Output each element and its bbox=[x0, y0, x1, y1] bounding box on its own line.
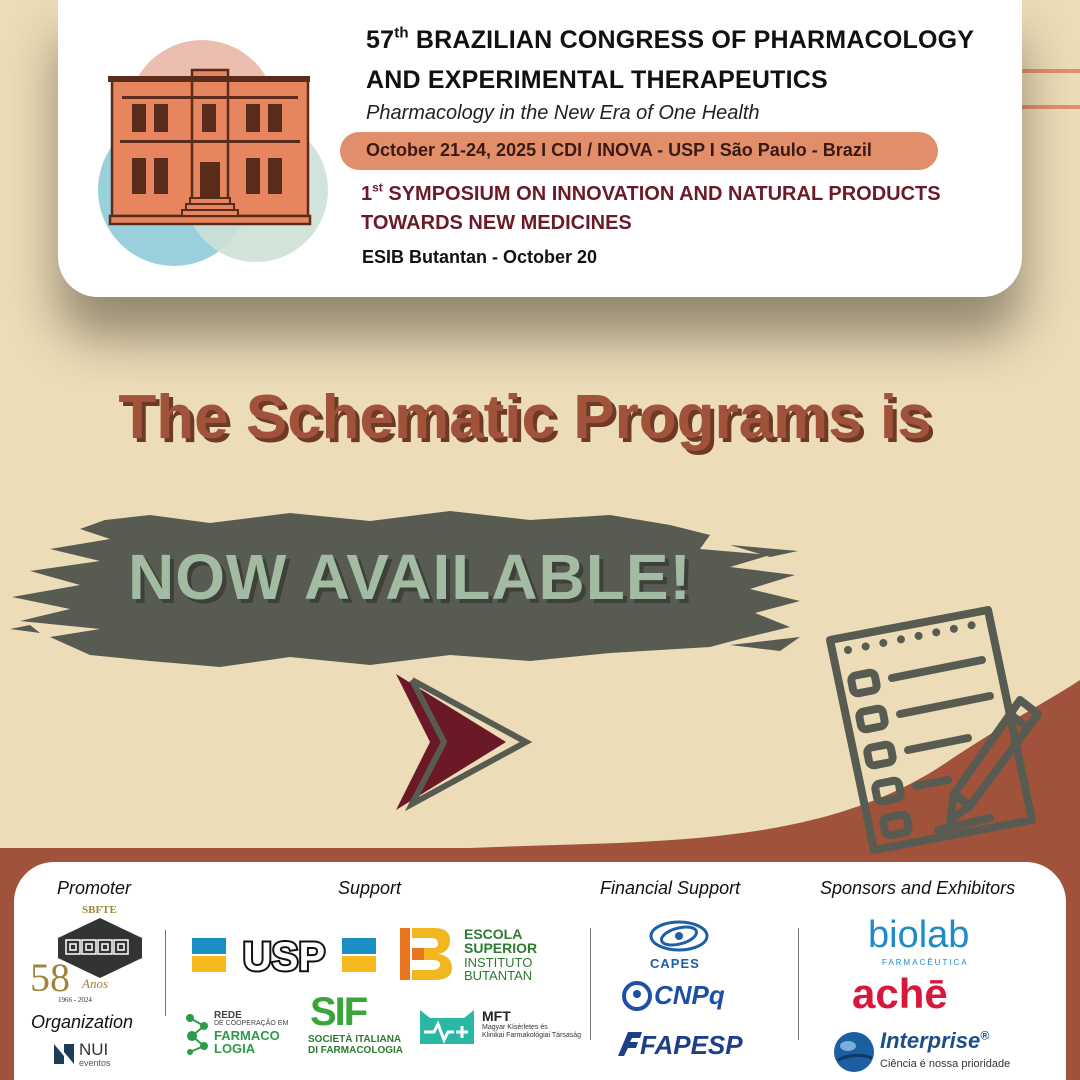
escola-butantan-logo bbox=[398, 924, 558, 984]
sif-logo bbox=[306, 990, 406, 1060]
escola-line3: INSTITUTO bbox=[464, 955, 533, 970]
symposium-title-line2: TOWARDS NEW MEDICINES bbox=[361, 212, 632, 234]
capes-logo bbox=[640, 918, 720, 972]
now-available-text: NOW AVAILABLE! bbox=[128, 541, 692, 613]
fapesp-logo bbox=[614, 1028, 744, 1062]
mft-cat-icon bbox=[416, 1004, 478, 1048]
symposium-title-line1: 1st SYMPOSIUM ON INNOVATION AND NATURAL PRODUCTS bbox=[361, 180, 941, 205]
congress-subtitle: Pharmacology in the New Era of One Health bbox=[366, 102, 760, 124]
mft-line2: Klinikai Farmakológiai Társaság bbox=[482, 1032, 582, 1039]
organization-label: Organization bbox=[31, 1012, 134, 1032]
biolab-sub: FARMACÊUTICA bbox=[882, 958, 969, 967]
rede-line2: DE COOPERAÇÃO EM bbox=[214, 1020, 289, 1027]
sponsors-label: Sponsors and Exhibitors bbox=[820, 878, 1016, 898]
nui-logo bbox=[52, 1040, 132, 1070]
sbfte-years-number: 58 bbox=[30, 955, 70, 1000]
fapesp-text: FAPESP bbox=[640, 1030, 743, 1060]
building-logo-icon bbox=[96, 40, 336, 272]
rede-line1: REDE bbox=[214, 1010, 242, 1021]
pencil-icon bbox=[930, 690, 1050, 840]
interprise-wordmark bbox=[880, 1028, 989, 1054]
mft-logo bbox=[416, 1004, 586, 1050]
sbfte-text: SBFTE bbox=[82, 904, 117, 916]
symposium-venue: ESIB Butantan - October 20 bbox=[362, 247, 598, 267]
promoter-label: Promoter bbox=[57, 878, 132, 898]
escola-line1: ESCOLA bbox=[464, 926, 523, 942]
interprise-logo bbox=[832, 1028, 1032, 1074]
biolab-logo bbox=[866, 914, 986, 970]
butantan-mark-icon bbox=[398, 926, 454, 982]
cnpq-emblem-icon bbox=[622, 980, 652, 1012]
nui-sub: eventos bbox=[79, 1058, 111, 1068]
support-label: Support bbox=[338, 878, 402, 898]
sbfte-logo bbox=[30, 904, 150, 1008]
financial-support-label: Financial Support bbox=[600, 878, 741, 898]
rede-line3: FARMACO bbox=[214, 1028, 280, 1043]
biolab-text: biolab bbox=[868, 914, 970, 956]
mft-name: MFT bbox=[482, 1008, 511, 1024]
divider bbox=[590, 928, 591, 1040]
sbfte-period: 1966 - 2024 bbox=[58, 996, 92, 1004]
mft-line1: Magyar Kísérletes és bbox=[482, 1024, 548, 1031]
escola-line4: BUTANTAN bbox=[464, 968, 533, 983]
divider bbox=[165, 930, 166, 1016]
usp-logo bbox=[192, 936, 376, 974]
rede-farmacologia-logo bbox=[182, 1008, 292, 1058]
congress-title-line1: 57th BRAZILIAN CONGRESS OF PHARMACOLOGY bbox=[366, 24, 975, 54]
interprise-text: Interprise bbox=[880, 1028, 981, 1053]
interprise-globe-icon bbox=[832, 1030, 876, 1074]
usp-text: USP bbox=[242, 936, 326, 974]
headline: The Schematic Programs is bbox=[118, 383, 932, 452]
interprise-reg: ® bbox=[980, 1028, 990, 1043]
cnpq-logo bbox=[622, 978, 732, 1016]
ache-logo: achē bbox=[852, 970, 948, 1017]
nui-name: NUI bbox=[79, 1040, 109, 1059]
arrow-right-icon bbox=[390, 672, 535, 812]
divider bbox=[798, 928, 799, 1040]
capes-text: CAPES bbox=[650, 956, 700, 971]
cnpq-text: CNPq bbox=[654, 980, 725, 1010]
nui-mark-icon bbox=[52, 1042, 76, 1066]
interprise-tagline: Ciência é nossa prioridade bbox=[880, 1058, 1011, 1070]
congress-title-line2: AND EXPERIMENTAL THERAPEUTICS bbox=[366, 66, 828, 94]
capes-emblem-icon bbox=[648, 918, 710, 954]
sbfte-emblem-icon bbox=[58, 918, 142, 978]
escola-line2: SUPERIOR bbox=[464, 940, 538, 956]
sif-mark: SIF bbox=[310, 990, 367, 1034]
sif-line1: SOCIETÀ ITALIANA bbox=[308, 1034, 402, 1045]
rede-line4: LOGIA bbox=[214, 1041, 256, 1056]
sif-line2: DI FARMACOLOGIA bbox=[308, 1045, 403, 1056]
molecule-icon bbox=[182, 1012, 212, 1056]
dates-location-text: October 21-24, 2025 I CDI / INOVA - USP I São Paulo - Brazil bbox=[366, 140, 872, 160]
sbfte-years-word: Anos bbox=[82, 976, 108, 991]
